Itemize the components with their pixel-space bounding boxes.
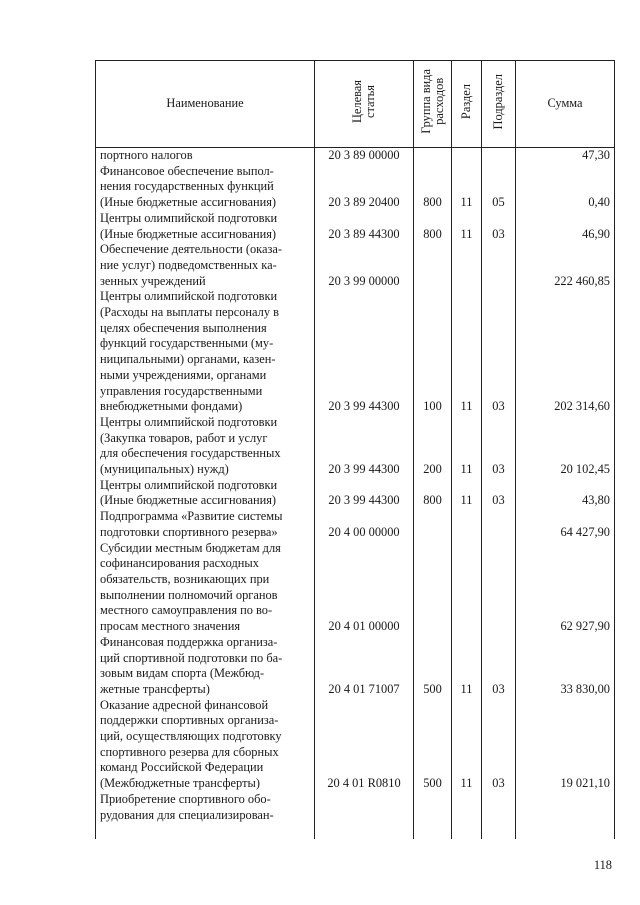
cell-subsection	[482, 792, 516, 839]
table-row	[96, 635, 615, 698]
cell-target	[315, 792, 414, 839]
cell-group: 500	[414, 635, 452, 698]
cell-group	[414, 792, 452, 839]
cell-sum: 33 830,00	[516, 635, 615, 698]
header-target-label: Целевая статья	[350, 80, 377, 124]
table-row	[96, 792, 615, 839]
cell-name: Центры олимпийской подготовки (Иные бюджетные ассигнования)	[96, 478, 315, 509]
header-group-label: Группа вида расходов	[418, 69, 446, 135]
cell-sum: 62 927,90	[516, 541, 615, 635]
cell-target: 20 3 89 00000	[315, 148, 414, 164]
cell-subsection: 03	[482, 289, 516, 415]
cell-subsection	[482, 148, 516, 164]
cell-group	[414, 148, 452, 164]
cell-section: 11	[452, 415, 482, 478]
cell-subsection: 03	[482, 415, 516, 478]
cell-sum: 43,80	[516, 478, 615, 509]
table-row	[96, 211, 615, 242]
cell-name: Центры олимпийской подготовки (Расходы на выплаты персоналу в целях обеспечения выполнения функций государственными (му- ниципальными) органами, казен- ными учреждениями, органами управления государственными внебюджетными фондами)	[96, 289, 315, 415]
cell-section: 11	[452, 698, 482, 792]
cell-sum: 46,90	[516, 211, 615, 242]
table-header-row	[96, 61, 615, 148]
cell-sum: 202 314,60	[516, 289, 615, 415]
cell-group: 500	[414, 698, 452, 792]
cell-target: 20 4 01 00000	[315, 541, 414, 635]
cell-sum: 20 102,45	[516, 415, 615, 478]
cell-name: Центры олимпийской подготовки (Иные бюджетные ассигнования)	[96, 211, 315, 242]
cell-name: портного налогов	[96, 148, 315, 164]
cell-sum: 222 460,85	[516, 242, 615, 289]
table-row	[96, 509, 615, 540]
cell-target: 20 3 99 00000	[315, 242, 414, 289]
cell-subsection: 05	[482, 164, 516, 211]
cell-group: 800	[414, 211, 452, 242]
cell-section: 11	[452, 289, 482, 415]
header-subsection-label: Подраздел	[491, 73, 505, 130]
cell-name: Приобретение спортивного обо- рудования для специализирован-	[96, 792, 315, 839]
page-number: 118	[593, 858, 612, 872]
cell-target: 20 3 99 44300	[315, 415, 414, 478]
header-sum: Сумма	[516, 61, 615, 148]
cell-sum: 19 021,10	[516, 698, 615, 792]
cell-sum	[516, 792, 615, 839]
cell-sum: 47,30	[516, 148, 615, 164]
cell-section	[452, 541, 482, 635]
header-section-label: Раздел	[459, 84, 473, 120]
cell-subsection: 03	[482, 635, 516, 698]
cell-target: 20 3 99 44300	[315, 478, 414, 509]
cell-name: Центры олимпийской подготовки (Закупка товаров, работ и услуг для обеспечения государственных (муниципальных) нужд)	[96, 415, 315, 478]
cell-target: 20 3 89 20400	[315, 164, 414, 211]
table-body	[96, 148, 615, 839]
cell-subsection: 03	[482, 478, 516, 509]
cell-name: Обеспечение деятельности (оказа- ние услуг) подведомственных ка- зенных учреждений	[96, 242, 315, 289]
cell-target: 20 3 89 44300	[315, 211, 414, 242]
cell-subsection	[482, 541, 516, 635]
budget-table	[95, 60, 615, 839]
cell-section: 11	[452, 211, 482, 242]
cell-group: 100	[414, 289, 452, 415]
cell-subsection	[482, 242, 516, 289]
cell-group	[414, 541, 452, 635]
cell-group: 800	[414, 478, 452, 509]
cell-name: Финансовое обеспечение выпол- нения государственных функций (Иные бюджетные ассигнования)	[96, 164, 315, 211]
table-row	[96, 541, 615, 635]
cell-section	[452, 509, 482, 540]
cell-name: Оказание адресной финансовой поддержки спортивных организа- ций, осуществляющих подготовку спортивного резерва для сборных команд Российской Федерации (Межбюджетные трансферты)	[96, 698, 315, 792]
header-target	[315, 61, 414, 148]
cell-subsection	[482, 509, 516, 540]
table-row	[96, 698, 615, 792]
cell-group	[414, 509, 452, 540]
table-row	[96, 289, 615, 415]
cell-group: 800	[414, 164, 452, 211]
table-row	[96, 164, 615, 211]
cell-section	[452, 792, 482, 839]
table-row	[96, 478, 615, 509]
cell-subsection: 03	[482, 698, 516, 792]
header-section	[452, 61, 482, 148]
cell-section	[452, 242, 482, 289]
cell-sum: 64 427,90	[516, 509, 615, 540]
cell-target: 20 4 00 00000	[315, 509, 414, 540]
cell-subsection: 03	[482, 211, 516, 242]
cell-group: 200	[414, 415, 452, 478]
header-name: Наименование	[96, 61, 315, 148]
cell-name: Подпрограмма «Развитие системы подготовки спортивного резерва»	[96, 509, 315, 540]
table-row	[96, 242, 615, 289]
cell-name: Субсидии местным бюджетам для софинансирования расходных обязательств, возникающих при выполнении полномочий органов местного самоуправления по во- просам местного значения	[96, 541, 315, 635]
table-row	[96, 415, 615, 478]
cell-target: 20 3 99 44300	[315, 289, 414, 415]
cell-name: Финансовая поддержка организа- ций спортивной подготовки по ба- зовым видам спорта (Межбюд- жетные трансферты)	[96, 635, 315, 698]
cell-sum: 0,40	[516, 164, 615, 211]
header-group	[414, 61, 452, 148]
cell-section: 11	[452, 478, 482, 509]
table-row	[96, 148, 615, 164]
cell-target: 20 4 01 71007	[315, 635, 414, 698]
cell-group	[414, 242, 452, 289]
cell-section: 11	[452, 164, 482, 211]
header-subsection	[482, 61, 516, 148]
cell-target: 20 4 01 R0810	[315, 698, 414, 792]
cell-section: 11	[452, 635, 482, 698]
cell-section	[452, 148, 482, 164]
